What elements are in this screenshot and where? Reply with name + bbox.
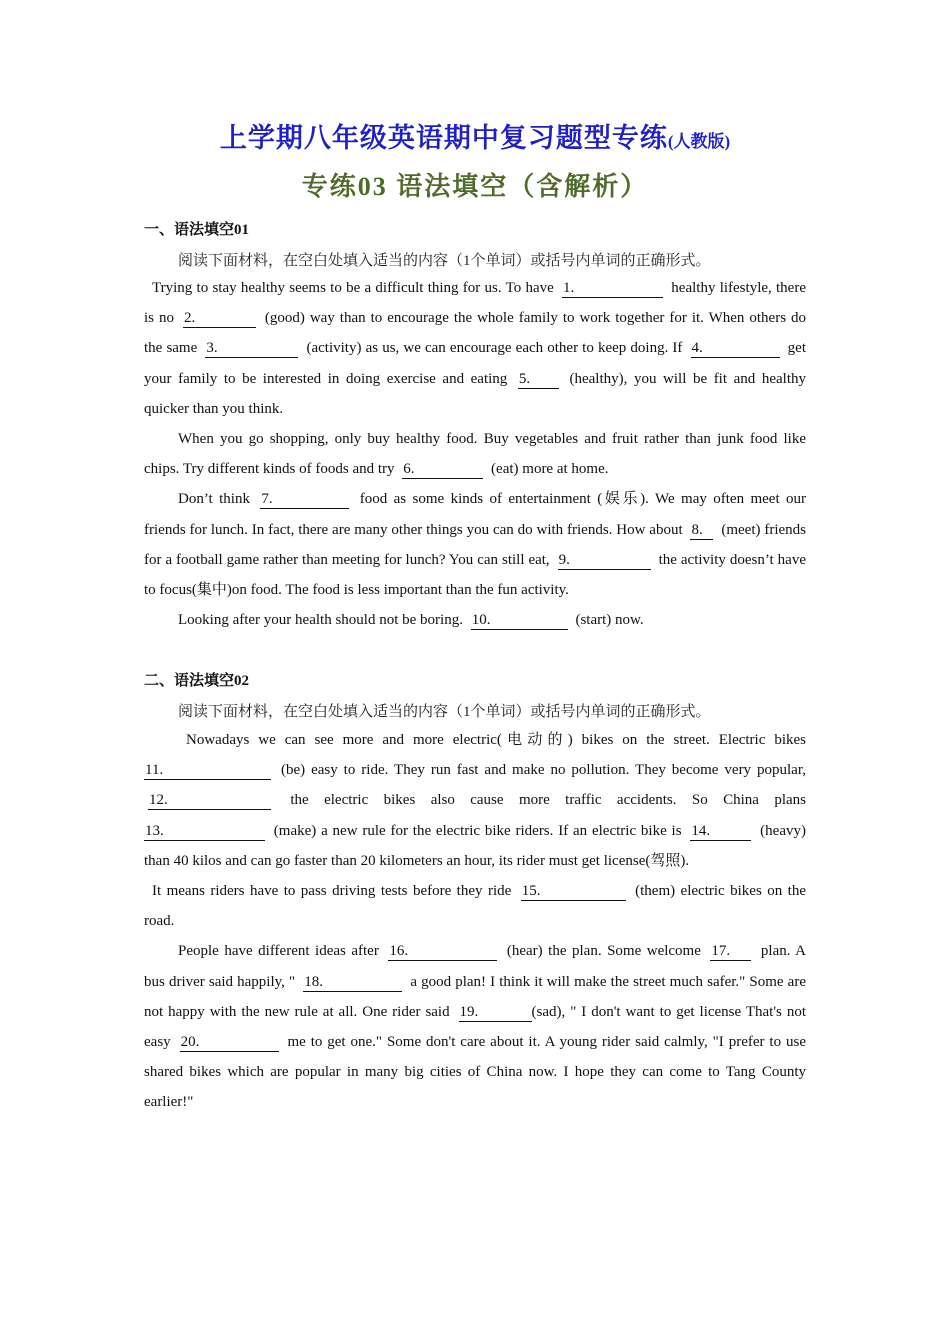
- text: (eat) more at home.: [487, 461, 609, 478]
- paragraph: [144, 936, 806, 1117]
- blank-4[interactable]: 4.: [691, 339, 780, 358]
- section-instruction-2: 阅读下面材料，在空白处填入适当的内容（1个单词）或括号内单词的正确形式。: [178, 704, 711, 720]
- text: (sad), " I don't want to get license That's not easy: [144, 1003, 806, 1051]
- text: a good plan! I think it will make the street much safer." Some are not happy with the new rule at all. One rider said: [144, 973, 806, 1020]
- blank-12[interactable]: 12.: [148, 791, 271, 810]
- text: Looking after your health should not be boring.: [178, 612, 467, 629]
- blank-9[interactable]: 9.: [558, 551, 651, 570]
- passage-1: [144, 273, 806, 635]
- blank-14[interactable]: 14.: [690, 822, 751, 841]
- blank-7[interactable]: 7.: [260, 490, 349, 509]
- paragraph: [144, 605, 806, 635]
- text: (meet) friends for a football game rather than meeting for lunch? You can still eat,: [144, 521, 806, 568]
- text: Don’t think: [178, 491, 257, 508]
- text: healthy lifestyle, there is no: [144, 280, 806, 327]
- text: plan. A bus driver said happily, ": [144, 943, 806, 990]
- text: It means riders have to pass driving tests before they ride: [152, 883, 517, 900]
- page-subtitle: 专练03 语法填空（含解析）: [301, 172, 649, 201]
- paragraph: [144, 273, 806, 424]
- blank-13[interactable]: 13.: [144, 822, 265, 841]
- text: get your family to be interested in doing exercise and eating: [144, 340, 806, 387]
- text: When you go shopping, only buy healthy food. Buy vegetables and fruit rather than junk food like chips. Try different kinds of foods and try: [144, 431, 806, 478]
- blank-15[interactable]: 15.: [521, 882, 626, 901]
- title-text: 上学期八年级英语期中复习题型专练: [219, 123, 668, 153]
- blank-6[interactable]: 6.: [402, 460, 483, 479]
- section-heading-2: 二、语法填空02: [144, 673, 250, 689]
- blank-11[interactable]: 11.: [144, 761, 271, 780]
- text: (hear) the plan. Some welcome: [501, 943, 707, 960]
- blank-20[interactable]: 20.: [180, 1033, 279, 1052]
- blank-1[interactable]: 1.: [562, 279, 663, 298]
- blank-19[interactable]: 19.: [459, 1003, 532, 1022]
- text: (be) easy to ride. They run fast and make no pollution. They become very popular,: [275, 762, 806, 779]
- text: food as some kinds of entertainment (娱乐). We may often meet our friends for lunch. In fact, there are many other things you can do with friends. How about: [144, 491, 807, 538]
- page-title: [0, 116, 950, 155]
- blank-8[interactable]: 8.: [690, 521, 713, 540]
- blank-16[interactable]: 16.: [388, 942, 497, 961]
- blank-10[interactable]: 10.: [471, 611, 568, 630]
- blank-2[interactable]: 2.: [183, 309, 256, 328]
- paragraph: [144, 876, 806, 936]
- text: People have different ideas after: [178, 943, 385, 960]
- edition-label: (人教版): [667, 132, 731, 151]
- text: (activity) as us, we can encourage each other to keep doing. If: [302, 340, 687, 357]
- text: the activity doesn’t have to focus(集中)on food. The food is less important than the fun activity.: [144, 551, 806, 599]
- paragraph: [144, 725, 806, 876]
- text: (make) a new rule for the electric bike riders. If an electric bike is: [269, 822, 687, 839]
- text: (healthy), you will be fit and healthy quicker than you think.: [144, 370, 806, 417]
- text: the electric bikes also cause more traffic accidents. So China plans: [275, 792, 806, 809]
- blank-17[interactable]: 17.: [710, 942, 751, 961]
- passage-2: [144, 725, 806, 1118]
- blank-3[interactable]: 3.: [205, 339, 298, 358]
- text: (good) way than to encourage the whole family to work together for it. When others do the same: [144, 310, 806, 357]
- text: Trying to stay healthy seems to be a difficult thing for us. To have: [152, 280, 559, 296]
- paragraph: [144, 484, 806, 605]
- text: (heavy) than 40 kilos and can go faster than 20 kilometers an hour, its rider must get license(驾照).: [144, 822, 806, 869]
- section-heading-1: 一、语法填空01: [144, 222, 250, 238]
- blank-5[interactable]: 5.: [518, 370, 559, 389]
- text: Nowadays we can see more and more electric(电动的) bikes on the street. Electric bikes: [186, 732, 806, 748]
- paragraph: [144, 424, 806, 484]
- section-instruction-1: 阅读下面材料，在空白处填入适当的内容（1个单词）或括号内单词的正确形式。: [178, 253, 711, 269]
- blank-18[interactable]: 18.: [303, 973, 402, 992]
- text: (them) electric bikes on the road.: [144, 883, 806, 930]
- text: (start) now.: [571, 612, 644, 629]
- text: me to get one." Some don't care about it. A young rider said calmly, "I prefer to use shared bikes which are popular in many big cities of China now. I hope they can come to Tang County earlier!": [144, 1034, 806, 1111]
